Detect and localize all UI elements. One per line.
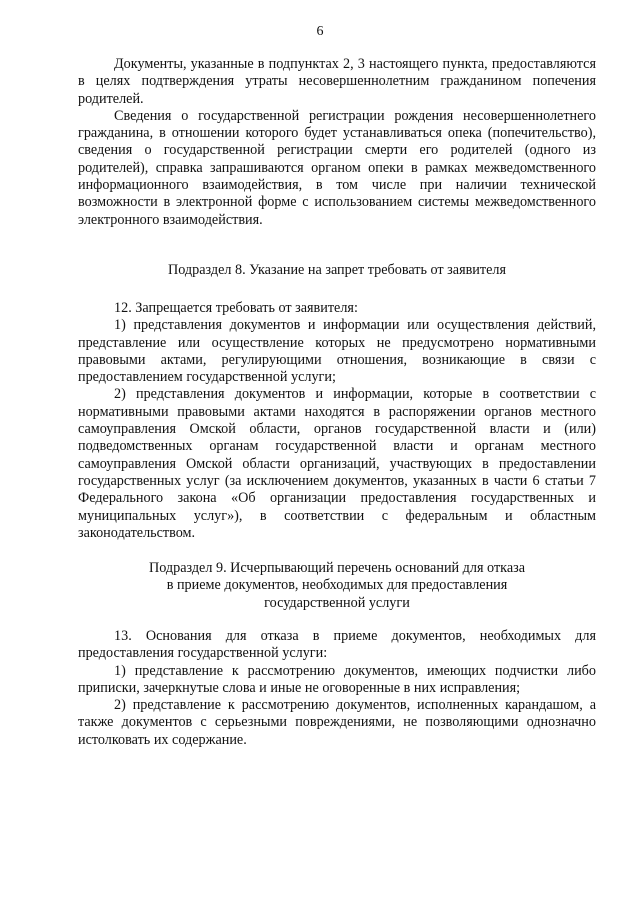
paragraph-item-13: 13. Основания для отказа в приеме документов, необходимых для предоставления государственной услуги: (78, 628, 596, 662)
section-text-block-2 (78, 300, 596, 542)
paragraph-item-13-1: 1) представление к рассмотрению документов, имеющих подчистки либо приписки, зачеркнутые слова и иные не оговоренные в них исправления; (78, 662, 596, 696)
section-text-block-3 (78, 628, 596, 749)
subsection-8-heading (78, 262, 596, 279)
section-text-block-1 (78, 56, 596, 229)
subsection-8-title: Подраздел 8. Указание на запрет требовать от заявителя (167, 262, 506, 278)
subsection-9-title-line-3: государственной услуги (264, 594, 410, 611)
paragraph-item-12-1: 1) представления документов и информации или осуществления действий, представление или осуществление которых не предусмотрено нормативными правовыми актами, регулирующими отношения, возникающие в связи с предоставлением государственной услуги; (78, 317, 596, 386)
subsection-9-title-line-1: Подраздел 9. Исчерпывающий перечень оснований для отказа (148, 560, 526, 576)
paragraph-item-12-2: 2) представления документов и информации, которые в соответствии с нормативными правовыми актами находятся в распоряжении органов местного самоуправления Омской области, органов государственной власти и (или) подведомственных органам государственной власти и органам местного самоуправления Омской области организаций, участвующих в предоставлении государственных услуг (за исключением документов, указанных в части 6 статьи 7 Федерального закона «Об организации предоставления государственных и муниципальных услуг»), в соответствии с федеральным и областным законодательством. (78, 386, 596, 541)
paragraph-item-12: 12. Запрещается требовать от заявителя: (114, 300, 358, 316)
paragraph-documents-purpose: Документы, указанные в подпунктах 2, 3 настоящего пункта, предоставляются в целях подтверждения утраты несовершеннолетним гражданином попечения родителей. (78, 56, 596, 107)
paragraph-item-13-2: 2) представление к рассмотрению документов, исполненных карандашом, а также документов с серьезными повреждениями, не позволяющими однозначно истолковать их содержание. (78, 697, 596, 748)
subsection-9-heading (78, 560, 596, 612)
subsection-9-title-line-2: в приеме документов, необходимых для предоставления (166, 577, 508, 594)
paragraph-interagency-request: Сведения о государственной регистрации рождения несовершеннолетнего гражданина, в отношении которого будет устанавливаться опека (попечительство), сведения о государственной регистрации смерти его родителей (одного из родителей), справка запрашиваются органом опеки в рамках межведомственного информационного взаимодействия, в том числе при наличии технической возможности в электронной форме с использованием системы межведомственного электронного взаимодействия. (78, 107, 596, 228)
page-number: 6 (316, 24, 324, 39)
